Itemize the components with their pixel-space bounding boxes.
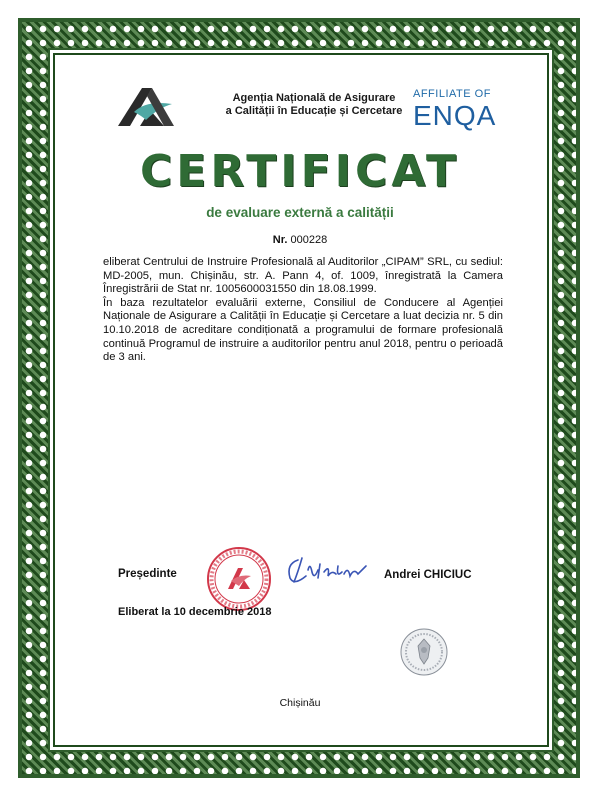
president-signature	[284, 552, 370, 588]
agency-name	[214, 92, 414, 118]
enqa-logo: ENQA	[413, 100, 497, 131]
body-paragraph-1: eliberat Centrului de Instruire Profesională al Auditorilor „CIPAM” SRL, cu sediul: MD-2005, mun. Chișinău, str. A. Pann 4, of. 1009, înregistrată la Camera Înregistrării de Stat nr. 1005600031550 din 18.08.1999.	[103, 256, 503, 296]
certificate-number-label: Nr.	[272, 234, 288, 246]
agency-name-line1: Agenția Națională de Asigurare	[232, 92, 396, 104]
certificate-number-value: 000228	[290, 234, 328, 246]
certificate-subtitle: de evaluare externă a calității	[206, 205, 394, 220]
affiliate-label: AFFILIATE OF	[413, 88, 491, 100]
certificate-number	[0, 234, 600, 246]
issue-date: Eliberat la 10 decembrie 2018	[118, 606, 272, 618]
certificate-title: CERTIFICAT	[139, 146, 460, 197]
issue-city: Chișinău	[279, 697, 321, 709]
agency-name-line2: a Calității în Educație și Cercetare	[225, 105, 403, 117]
certificate-body	[103, 256, 503, 365]
body-paragraph-2: În baza rezultatelor evaluării externe, Consiliul de Conducere al Agenției Naționale de Asigurare a Calității în Educație și Cercetare a luat decizia nr. 5 din 10.10.2018 de acreditare condiționată a programului de formare profesională continuă Programul de instruire a auditorilor pentru anul 2018, pentru o perioadă de 3 ani.	[103, 296, 503, 364]
president-name: Andrei CHICIUC	[384, 569, 472, 581]
hologram-seal-icon	[400, 628, 448, 676]
president-label: Președinte	[118, 568, 177, 580]
agency-logo	[112, 82, 178, 132]
official-stamp-icon	[206, 546, 272, 612]
